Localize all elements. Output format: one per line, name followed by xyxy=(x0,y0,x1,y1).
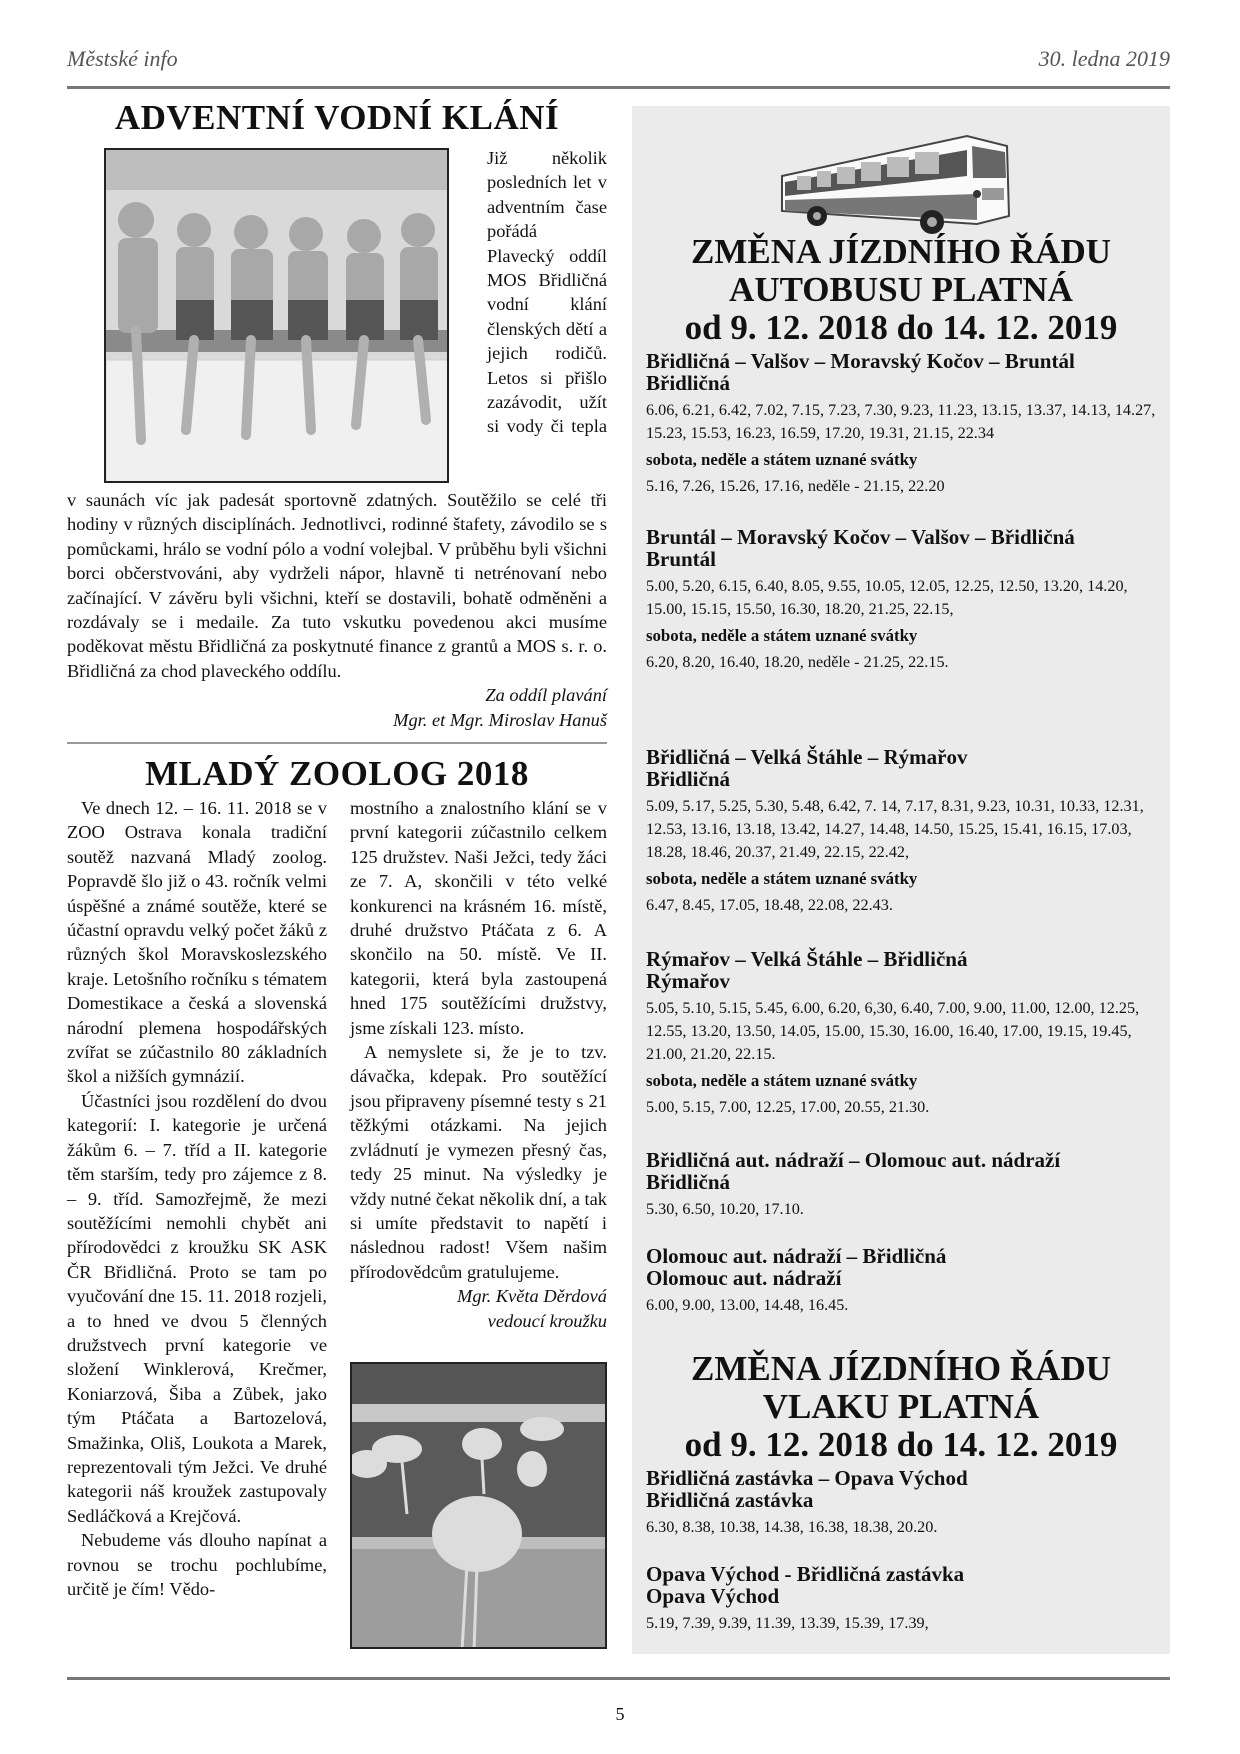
article-advent-body xyxy=(67,488,607,732)
train-heading xyxy=(632,1350,1170,1464)
zoolog-paragraph-1: Ve dnech 12. – 16. 11. 2018 se v ZOO Ostrava konala tradiční soutěž nazvaná Mladý zoolog. Popravdě šlo již o 43. ročník velmi úspěšné a známé soutěže, které se účastní opravdu velký počet žáků z různých škol Moravskoslezského kraje. Letošního ročníku s tématem Domestikace a česká a slovenská národní plemena hospodářských zvířat se zúčastnilo 80 základních škol a nižších gymnázií. xyxy=(67,798,327,1087)
route-origin: Olomouc aut. nádraží xyxy=(646,1266,842,1290)
timetable-panel xyxy=(632,106,1170,1654)
bus-route-2 xyxy=(646,526,1161,674)
bus-heading xyxy=(632,233,1170,347)
zoolog-paragraph-4: mostního a znalostního klání se v první kategorii zúčastnilo celkem 125 družstev. Naši Ježci, tedy žáci ze 7. A, skončili v této velké konkurenci na krásném 16. místě, druhé družstvo Ptáčata z 6. A skončilo na 50. místě. Ve II. kategorii, která byla zastoupená hned 175 soutěžícími družstvy, jsme získali 123. místo. xyxy=(350,798,607,1038)
left-column xyxy=(67,96,607,1599)
zoolog-paragraph-3: Nebudeme vás dlouho napínat a rovnou se trochu pochlubíme, určitě je čím! Vědo- xyxy=(67,1530,327,1599)
route-origin: Břidličná xyxy=(646,371,731,395)
page-number: 5 xyxy=(615,1704,625,1724)
publication-name: Městské info xyxy=(67,46,178,71)
bus-heading-line1: ZMĚNA JÍZDNÍHO ŘÁDU xyxy=(690,232,1112,271)
route-weekend-times: 5.00, 5.15, 7.00, 12.25, 17.00, 20.55, 21.30. xyxy=(646,1098,930,1116)
route-origin: Břidličná xyxy=(646,1170,731,1194)
children-medals-photo xyxy=(104,148,449,483)
weekend-label: sobota, neděle a státem uznané svátky xyxy=(646,1071,918,1090)
zoolog-column-1 xyxy=(67,796,327,1601)
bus-heading-line2: AUTOBUSU PLATNÁ xyxy=(729,270,1073,309)
weekend-label: sobota, neděle a státem uznané svátky xyxy=(646,869,918,888)
route-times: 5.09, 5.17, 5.25, 5.30, 5.48, 6.42, 7. 14, 7.17, 8.31, 9.23, 10.31, 10.33, 12.31, 12.53, 13.16, 13.18, 13.42, 14.27, 14.48, 14.50, 15.25, 15.41, 16.15, 17.03, 18.28, 18.46, 20.37, 21.49, 22.15, 22.42, xyxy=(646,797,1144,861)
route-times: 5.19, 7.39, 9.39, 11.39, 13.39, 15.39, 17.39, xyxy=(646,1614,929,1632)
route-times: 6.06, 6.21, 6.42, 7.02, 7.15, 7.23, 7.30, 9.23, 11.23, 13.15, 13.37, 14.13, 14.27, 15.23, 15.53, 16.23, 16.59, 17.20, 19.31, 21.15, 22.34 xyxy=(646,401,1156,442)
train-route-2 xyxy=(646,1563,1161,1635)
route-origin: Bruntál xyxy=(646,547,717,571)
zoolog-paragraph-5: A nemyslete si, že je to tzv. dávačka, kdepak. Pro soutěžící jsou připraveny písemné testy s 21 těžkými otázkami. Na jejich zvládnutí je vymezen přesný čas, tedy 25 minut. Na výsledky je vždy nutné čekat několik dní, a tak si umíte představit to napětí i následnou radost! Všem našim přírodovědcům gratulujeme. xyxy=(350,1042,607,1282)
bus-route-6 xyxy=(646,1245,1161,1317)
route-title: Opava Východ - Břidličná zastávka xyxy=(646,1562,965,1586)
route-title: Břidličná – Velká Štáhle – Rýmařov xyxy=(646,745,968,769)
article-advent-intro xyxy=(487,146,607,439)
route-title: Břidličná zastávka – Opava Východ xyxy=(646,1466,968,1490)
route-weekend-times: 6.20, 8.20, 16.40, 18.20, neděle - 21.25, 22.15. xyxy=(646,653,949,671)
header-divider xyxy=(67,86,1170,89)
bus-route-4 xyxy=(646,948,1161,1119)
route-times: 5.00, 5.20, 6.15, 6.40, 8.05, 9.55, 10.05, 12.05, 12.25, 12.50, 13.20, 14.20, 15.00, 15.15, 15.50, 16.30, 18.20, 21.25, 22.15, xyxy=(646,577,1128,618)
route-weekend-times: 6.47, 8.45, 17.05, 18.48, 22.08, 22.43. xyxy=(646,896,893,914)
photo-illustration xyxy=(352,1364,607,1649)
route-times: 5.30, 6.50, 10.20, 17.10. xyxy=(646,1200,804,1218)
train-route-1 xyxy=(646,1467,1161,1539)
zoolog-paragraph-2: Účastníci jsou rozdělení do dvou kategorií: I. kategorie je určená žákům 6. – 7. tříd a II. kategorie těm starším, tedy pro zájemce z 8. – 9. tříd. Samozřejmě, že mezi soutěžícími nemohli chybět ani přírodovědci z kroužku SK ASK ČR Břidličná. Proto se tam po vyučování dne 15. 11. 2018 rozjeli, a to hned ve dvou 5 členných družstvech první kategorie ve složení Winklerová, Krečmer, Koniarzová, Šiba a Zůbek, jako tým Ptáčata a Bartozelová, Smažinka, Oliš, Loukota a Marek, reprezentovali tým Ježci. Ve druhé kategorii náš kroužek zastupovaly Sedláčková a Krejčová. xyxy=(67,1090,327,1526)
route-origin: Břidličná xyxy=(646,767,731,791)
route-times: 6.30, 8.38, 10.38, 14.38, 16.38, 18.38, 20.20. xyxy=(646,1518,938,1536)
bus-route-1 xyxy=(646,350,1161,498)
train-heading-line1: ZMĚNA JÍZDNÍHO ŘÁDU xyxy=(690,1349,1112,1388)
photo-illustration xyxy=(106,150,449,483)
route-title: Olomouc aut. nádraží – Břidličná xyxy=(646,1244,947,1268)
bus-route-5 xyxy=(646,1149,1161,1221)
zoolog-column-2 xyxy=(350,796,607,1333)
route-origin: Opava Východ xyxy=(646,1584,780,1608)
route-times: 6.00, 9.00, 13.00, 14.48, 16.45. xyxy=(646,1296,849,1314)
bus-route-3 xyxy=(646,746,1161,917)
article-advent-intro-text: Již několik posledních let v adventním čase pořádá Plavecký oddíl MOS Břidličná vodní klání členských dětí a jejich rodičů. Letos si přišlo zazávodit, užít si vody či tepla xyxy=(487,148,607,437)
train-heading-line2: VLAKU PLATNÁ xyxy=(762,1387,1040,1426)
footer-divider xyxy=(67,1677,1170,1680)
route-origin: Břidličná zastávka xyxy=(646,1488,814,1512)
route-title: Rýmařov – Velká Štáhle – Břidličná xyxy=(646,947,968,971)
route-origin: Rýmařov xyxy=(646,969,730,993)
route-times: 5.05, 5.10, 5.15, 5.45, 6.00, 6.20, 6,30, 6.40, 7.00, 9.00, 11.00, 12.00, 12.25, 12.55, 13.20, 13.50, 14.05, 15.00, 15.30, 16.00, 16.40, 17.00, 19.15, 19.45, 21.00, 21.20, 22.15. xyxy=(646,999,1140,1063)
issue-date: 30. ledna 2019 xyxy=(1038,46,1170,71)
weekend-label: sobota, neděle a státem uznané svátky xyxy=(646,626,918,645)
bus-heading-line3: od 9. 12. 2018 do 14. 12. 2019 xyxy=(684,308,1118,347)
route-weekend-times: 5.16, 7.26, 15.26, 17.16, neděle - 21.15, 22.20 xyxy=(646,477,945,495)
article-advent-signature-2: Mgr. et Mgr. Miroslav Hanuš xyxy=(393,709,607,730)
zoolog-signature-2: vedoucí kroužku xyxy=(487,1310,607,1331)
article-advent-body-text: v saunách víc jak padesát sportovně zdatných. Soutěžilo se celé tři hodiny v různých disciplínách. Jednotlivci, rodinné štafety, závodilo se s pomůckami, hrálo se vodní pólo a vodní volejbal. V průběhu byli všichni borci občerstvováni, aby vydrželi nápor, hlavně ti netrénovaní nebo začínající. V závěru byli všichni, kteří se dostavili, bohatě odměněni a rozdávaly se i medaile. Za tuto vskutku povedenou akci musíme poděkovat městu Břidličná za poskytnuté finance z grantů a MOS s. r. o. Břidličná za chod plaveckého oddílu. xyxy=(67,490,607,681)
zoolog-signature-1: Mgr. Květa Děrdová xyxy=(457,1286,607,1307)
flamingos-photo xyxy=(350,1362,607,1649)
train-heading-line3: od 9. 12. 2018 do 14. 12. 2019 xyxy=(684,1425,1118,1464)
article-title-zoolog: MLADÝ ZOOLOG 2018 xyxy=(145,754,529,793)
article-advent-signature-1: Za oddíl plavání xyxy=(485,685,607,706)
article-title-advent: ADVENTNÍ VODNÍ KLÁNÍ xyxy=(114,98,560,137)
weekend-label: sobota, neděle a státem uznané svátky xyxy=(646,450,918,469)
route-title: Břidličná – Valšov – Moravský Kočov – Bruntál xyxy=(646,349,1075,373)
route-title: Břidličná aut. nádraží – Olomouc aut. nádraží xyxy=(646,1148,1061,1172)
bus-icon xyxy=(777,116,1017,241)
article-divider xyxy=(67,742,607,744)
route-title: Bruntál – Moravský Kočov – Valšov – Břidličná xyxy=(646,525,1075,549)
